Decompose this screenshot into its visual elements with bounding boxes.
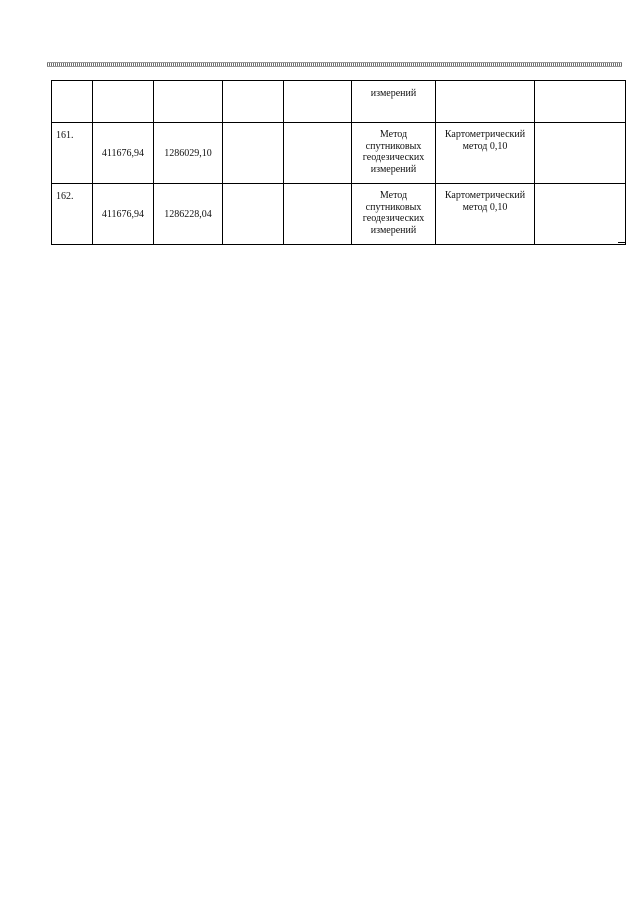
table-row xyxy=(52,184,626,245)
cell-empty-4 xyxy=(223,123,284,184)
cell-method: Метод спутниковых геодезических измерений xyxy=(352,184,436,245)
cell-accuracy xyxy=(436,81,535,123)
cell-y: 1286228,04 xyxy=(154,184,223,245)
cell-method: Метод спутниковых геодезических измерений xyxy=(352,123,436,184)
cell-x: 411676,94 xyxy=(93,123,154,184)
table-edge-mark xyxy=(618,242,625,243)
cell-number: 161. xyxy=(52,123,93,184)
cell-y: 1286029,10 xyxy=(154,123,223,184)
cell-empty-4 xyxy=(223,184,284,245)
cell-accuracy: Картометрический метод 0,10 xyxy=(436,184,535,245)
cell-method: измерений xyxy=(352,81,436,123)
cell-empty-4 xyxy=(223,81,284,123)
coordinates-table xyxy=(51,80,626,245)
cell-number: 162. xyxy=(52,184,93,245)
table-row-continuation xyxy=(52,81,626,123)
cell-y xyxy=(154,81,223,123)
cell-empty-8 xyxy=(535,81,626,123)
cell-empty-8 xyxy=(535,184,626,245)
header-rule xyxy=(47,62,622,67)
table-row xyxy=(52,123,626,184)
cell-x xyxy=(93,81,154,123)
cell-accuracy: Картометрический метод 0,10 xyxy=(436,123,535,184)
cell-empty-5 xyxy=(284,81,352,123)
cell-x: 411676,94 xyxy=(93,184,154,245)
cell-empty-5 xyxy=(284,123,352,184)
cell-number xyxy=(52,81,93,123)
cell-empty-8 xyxy=(535,123,626,184)
cell-empty-5 xyxy=(284,184,352,245)
